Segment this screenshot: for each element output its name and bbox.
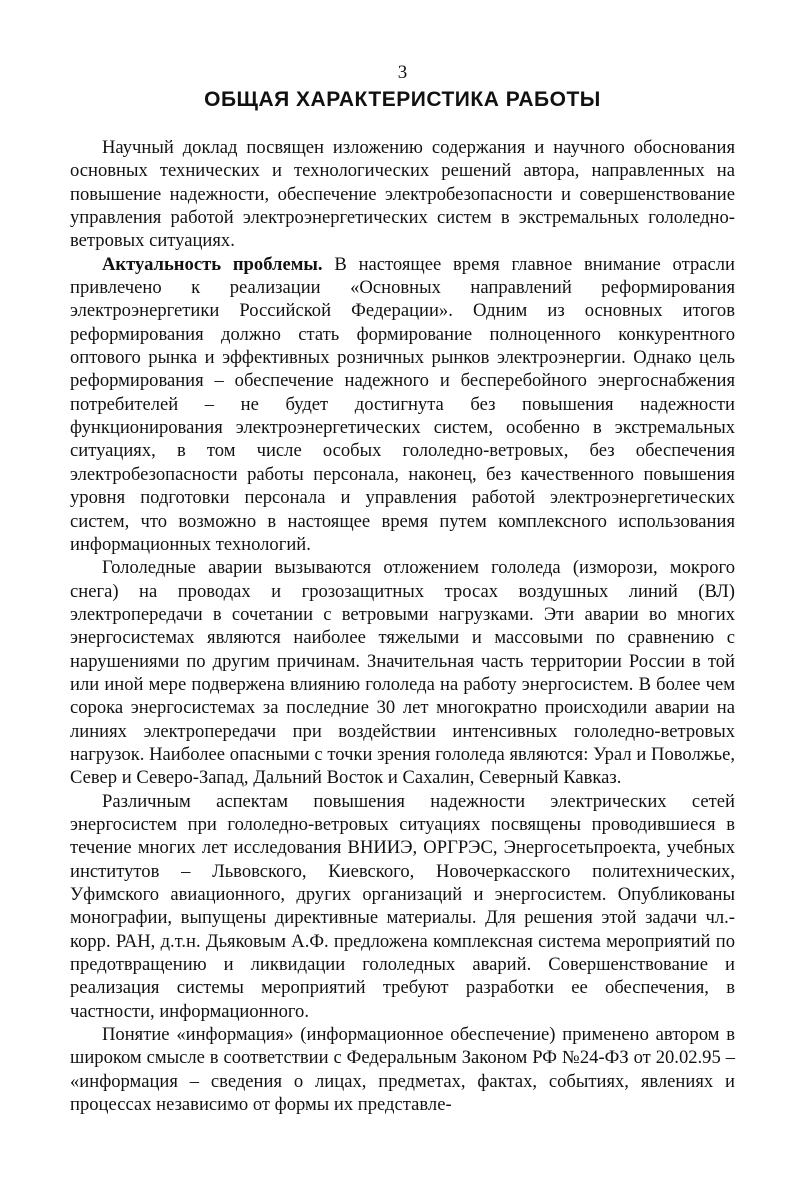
paragraph-text: Различным аспектам повышения надежности электрических сетей энергосистем при гололедно-ветровых ситуациях посвящены проводившиеся в течение многих лет исследования ВНИИЭ, ОРГРЭС, Энергосетьпроекта, учебных институтов – Львовского, Киевского, Новочеркасского политехнических, Уфимского авиационного, других организаций и энергосистем. Опубликованы монографии, выпущены директивные материалы. Для решения этой задачи чл.-корр. РАН, д.т.н. Дьяковым А.Ф. предложена комплексная система мероприятий по предотвращению и ликвидации гололедных аварий. Совершенствование и реализация системы мероприятий требуют разработки ее обеспечения, в частности, информационного. xyxy=(70,790,735,1022)
paragraph-text: Научный доклад посвящен изложению содержания и научного обоснования основных технических и технологических решений автора, направленных на повышение надежности, обеспечение электробезопасности и совершенствование управления работой электроэнергетических систем в экстремальных гололедно-ветровых ситуациях. xyxy=(70,137,735,252)
paragraph-relevance xyxy=(70,253,735,556)
paragraph-intro xyxy=(70,136,735,253)
document-page xyxy=(70,62,735,1116)
paragraph-text: Понятие «информация» (информационное обеспечение) применено автором в широком смысле в соответствии с Федеральным Законом РФ №24-ФЗ от 20.02.95 – «информация – сведения о лицах, предметах, фактах, событиях, явлениях и процессах независимо от формы их представле- xyxy=(70,1024,735,1116)
page-number: 3 xyxy=(397,62,408,83)
paragraph-research xyxy=(70,790,735,1023)
paragraph-ice-accidents xyxy=(70,556,735,789)
paragraph-lead: Актуальность проблемы. xyxy=(102,253,323,275)
paragraph-text: Гололедные аварии вызываются отложением гололеда (изморози, мокрого снега) на проводах и грозозащитных тросах воздушных линий (ВЛ) электропередачи в сочетании с ветровыми нагрузками. Эти аварии во многих энергосистемах являются наиболее тяжелыми и массовыми по сравнению с нарушениями по другим причинам. Значительная часть территории России в той или иной мере подвержена влиянию гололеда на работу энергосистем. В более чем сорока энергосистемах за последние 30 лет многократно происходили аварии на линиях электропередачи при воздействии интенсивных гололедно-ветровых нагрузок. Наиболее опасными с точки зрения гололеда являются: Урал и Поволжье, Север и Северо-Запад, Дальний Восток и Сахалин, Северный Кавказ. xyxy=(70,557,735,789)
section-heading: ОБЩАЯ ХАРАКТЕРИСТИКА РАБОТЫ xyxy=(204,88,601,111)
paragraph-text: В настоящее время главное внимание отрасли привлечено к реализации «Основных направлений реформирования электроэнергетики Российской Федерации». Одним из основных итогов реформирования должно стать формирование полноценного конкурентного оптового рынка и эффективных розничных рынков электроэнергии. Однако цель реформирования – обеспечение надежного и бесперебойного энергоснабжения потребителей – не будет достигнута без повышения надежности функционирования электроэнергетических систем, особенно в экстремальных ситуациях, в том числе особых гололедно-ветровых, без обеспечения электробезопасности работы персонала, наконец, без качественного повышения уровня подготовки персонала и управления работой электроэнергетических систем, что возможно в настоящее время путем комплексного использования информационных технологий. xyxy=(70,253,735,555)
paragraph-information xyxy=(70,1023,735,1116)
